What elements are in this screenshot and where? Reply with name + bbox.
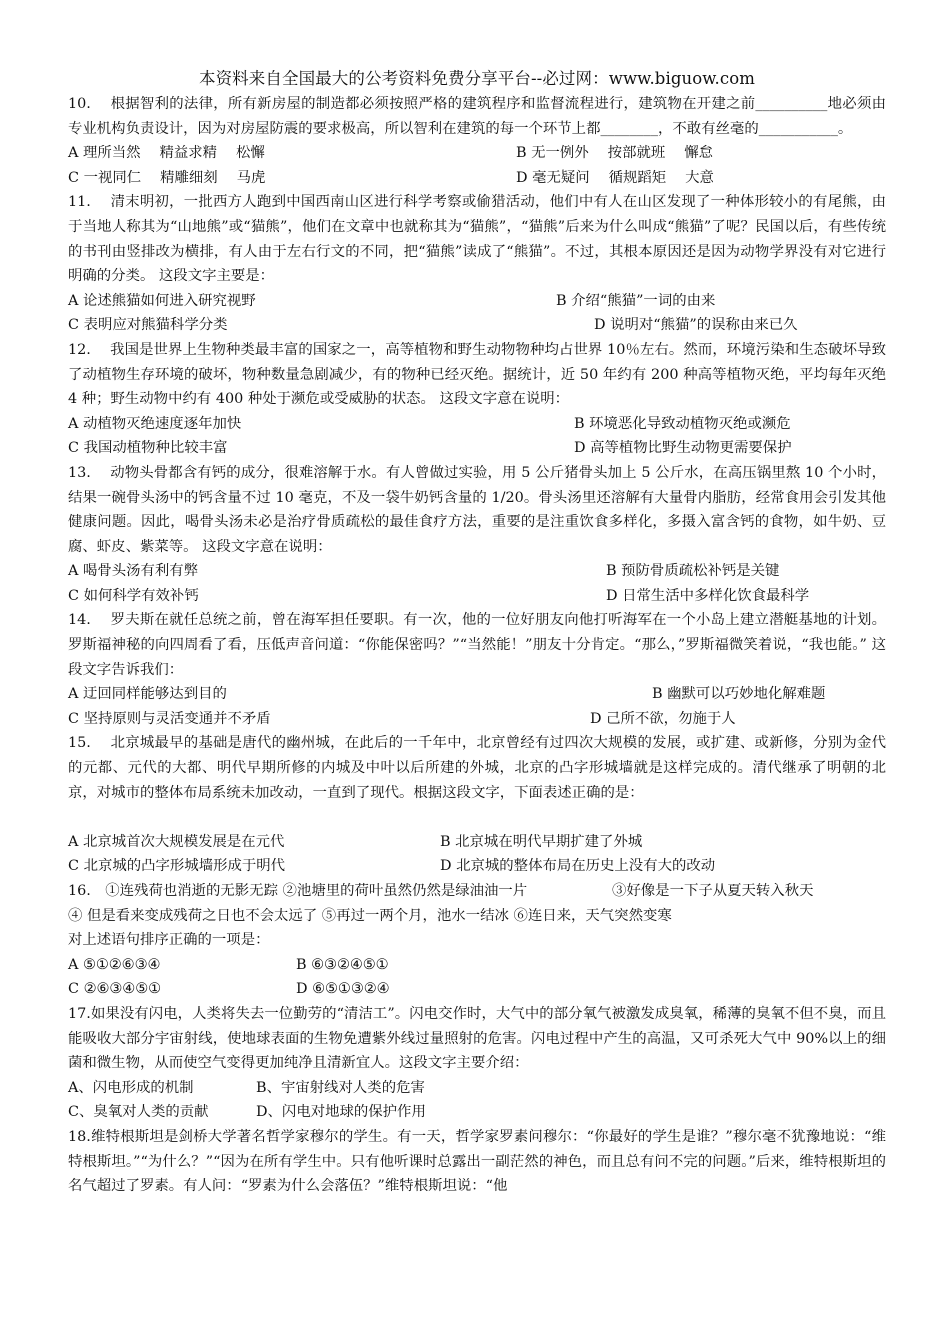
question-12-option-c: C 我国动植物种比较丰富 [68,440,228,457]
question-10-option-b: B 无一例外 按部就班 懈怠 [516,145,713,162]
question-16-line-2 [68,904,886,929]
question-10-option-c: C 一视同仁 精雕细刻 马虎 [68,169,266,186]
question-10-stem: 10. 根据智利的法律，所有新房屋的制造都必须按照严格的建筑程序和监督流程进行，建筑物在开建之前__________地必须由专业机构负责设计，因为对房屋防震的要求极高，所以智利在建筑的每一个环节上都________，不敢有丝毫的___________。 [68,96,886,137]
question-15-option-d: D 北京城的整体布局在历史上没有大的改动 [440,858,716,875]
question-14-stem: 14. 罗夫斯在就任总统之前，曾在海军担任要职。有一次，他的一位好朋友向他打听海军在一个小岛上建立潜艇基地的计划。罗斯福神秘的向四周看了看，压低声音问道：“你能保密吗？”“当然能！”朋友十分肯定。“那么，”罗斯福微笑着说，“我也能。” 这段文字告诉我们： [68,612,886,678]
question-16-options-row-2 [68,977,886,1002]
question-16-option-a: A ⑤①②⑥③④ [68,956,161,973]
question-15-option-c: C 北京城的凸字形城墙形成于明代 [68,858,286,875]
question-12-option-b: B 环境恶化导致动植物灭绝或濒危 [574,415,791,432]
question-13-stem: 13. 动物头骨都含有钙的成分，很难溶解于水。有人曾做过实验，用 5 公斤猪骨头加上 5 公斤水，在高压锅里熬 10 个小时，结果一碗骨头汤中的钙含量不过 10 毫克，不及一袋牛奶钙含量的 1/20。骨头汤里还溶解有大量骨内脂肪，经常食用会引发其他健康问题。因此，喝骨头汤未必是治疗骨质疏松的最佳食疗方法，重要的是注重饮食多样化，多摄入富含钙的食物，如牛奶、豆腐、虾皮、紫菜等。 这段文字意在说明： [68,464,886,555]
question-15-option-a: A 北京城首次大规模发展是在元代 [68,833,285,850]
question-13-options-row-2 [68,584,886,609]
question-11-options-row-1 [68,289,886,314]
question-16-line-3 [68,928,886,953]
question-16-segment-c: ④ 但是看来变成残荷之日也不会太远了 ⑤再过一两个月，池水一结冰 ⑥连日来，天气突然变寒 [68,907,672,924]
question-17-options-row-2 [68,1100,886,1125]
question-13-option-c: C 如何科学有效补钙 [68,587,199,604]
question-10-option-a: A 理所当然 精益求精 松懈 [68,145,265,162]
question-16-option-c: C ②⑥③④⑤① [68,981,161,998]
question-11-option-c: C 表明应对熊猫科学分类 [68,317,228,334]
question-14-option-d: D 己所不欲，勿施于人 [590,710,736,727]
question-11-option-a: A 论述熊猫如何进入研究视野 [68,292,256,309]
question-15-stem: 15. 北京城最早的基础是唐代的幽州城，在此后的一千年中，北京曾经有过四次大规模的发展，或扩建、或新修，分别为金代的元都、元代的大都、明代早期所修的内城及中叶以后所建的外城，北京的凸字形城墙就是这样完成的。清代继承了明朝的北京，对城市的整体布局系统未加改动，一直到了现代。根据这段文字，下面表述正确的是： [68,735,886,801]
question-16-line-1 [68,879,886,904]
question-10-options-row-2 [68,166,886,191]
question-14-options-row-1 [68,682,886,707]
question-12-options-row-2 [68,436,886,461]
question-13-option-d: D 日常生活中多样化饮食最科学 [606,587,810,604]
question-13-option-b: B 预防骨质疏松补钙是关键 [606,563,780,580]
question-16-segment-b: ③好像是一下子从夏天转入秋天 [612,883,814,899]
question-14-options-row-2 [68,707,886,732]
question-16-options-row-1 [68,953,886,978]
question-16-prompt: 对上述语句排序正确的一项是： [68,932,270,949]
question-17-option-c: C、臭氧对人类的贡献 [68,1104,209,1121]
question-17-option-d: D、闪电对地球的保护作用 [256,1104,426,1121]
question-12-option-d: D 高等植物比野生动物更需要保护 [574,440,792,457]
question-15-options-row-2 [68,854,886,879]
question-18-stem: 18.维特根斯坦是剑桥大学著名哲学家穆尔的学生。有一天，哲学家罗素问穆尔：“你最好的学生是谁？”穆尔毫不犹豫地说：“维特根斯坦。”“为什么？”“因为在所有学生中。只有他听课时总露出一副茫然的神色，而且总有问不完的问题。”后来，维特根斯坦的名气超过了罗素。有人问：“罗素为什么会落伍？”维特根斯坦说：“他 [68,1128,886,1195]
question-16-option-d: D ⑥⑤①③②④ [296,981,390,998]
question-11-stem: 11. 清末明初，一批西方人跑到中国西南山区进行科学考察或偷猎活动，他们中有人在山区发现了一种体形较小的有尾熊，由于当地人称其为“山地熊”或“猫熊”，他们在文章中也就称其为“猫熊”，“猫熊”后来为什么叫成“熊猫”了呢？民国以后，有些传统的书刊由竖排改为横排，有人由于左右行文的不同，把“猫熊”读成了“熊猫”。不过，其根本原因还是因为动物学界没有对它进行明确的分类。 这段文字主要是： [68,194,886,285]
question-14-option-b: B 幽默可以巧妙地化解难题 [652,686,826,703]
question-10-options-row-1 [68,141,886,166]
question-17-option-b: B、宇宙射线对人类的危害 [256,1079,425,1096]
question-12-option-a: A 动植物灭绝速度逐年加快 [68,415,242,432]
blank-line [68,805,886,830]
question-15-option-b: B 北京城在明代早期扩建了外城 [440,833,643,850]
question-10-option-d: D 毫无疑问 循规蹈矩 大意 [516,169,714,186]
page-header: 本资料来自全国最大的公考资料免费分享平台--必过网：www.biguow.com [198,69,755,88]
question-16-segment-a: 16. ①连残荷也消逝的无影无踪 ②池塘里的荷叶虽然仍然是绿油油一片 [68,883,528,899]
question-14-option-a: A 迂回同样能够达到目的 [68,686,227,703]
question-16-option-b: B ⑥③②④⑤① [296,956,389,973]
question-14-option-c: C 坚持原则与灵活变通并不矛盾 [68,710,271,727]
question-17-options-row-1 [68,1076,886,1101]
question-12-options-row-1 [68,412,886,437]
question-15-options-row-1 [68,830,886,855]
question-13-option-a: A 喝骨头汤有利有弊 [68,563,199,580]
question-11-option-b: B 介绍“熊猫”一词的由来 [556,292,716,309]
question-11-option-d: D 说明对“熊猫”的误称由来已久 [594,317,798,334]
question-17-option-a: A、闪电形成的机制 [68,1079,194,1096]
question-12-stem: 12. 我国是世界上生物种类最丰富的国家之一，高等植物和野生动物物种均占世界 10％左右。然而，环境污染和生态破坏导致了动植物生存环境的破坏，物种数量急剧减少，有的物种已经灭绝。据统计，近 50 年约有 200 种高等植物灭绝，平均每年灭绝 4 种；野生动物中约有 400 种处于濒危或受威胁的状态。 这段文字意在说明： [68,341,886,408]
question-17-stem: 17.如果没有闪电，人类将失去一位勤劳的“清洁工”。闪电交作时，大气中的部分氧气被激发成臭氧，稀薄的臭氧不但不臭，而且能吸收大部分宇宙射线，使地球表面的生物免遭紫外线过量照射的危害。闪电过程中产生的高温，又可杀死大气中 90%以上的细菌和微生物，从而使空气变得更加纯净且清新宜人。这段文字主要介绍： [68,1005,886,1072]
document-page [68,66,886,1199]
question-13-options-row-1 [68,559,886,584]
question-11-options-row-2 [68,313,886,338]
